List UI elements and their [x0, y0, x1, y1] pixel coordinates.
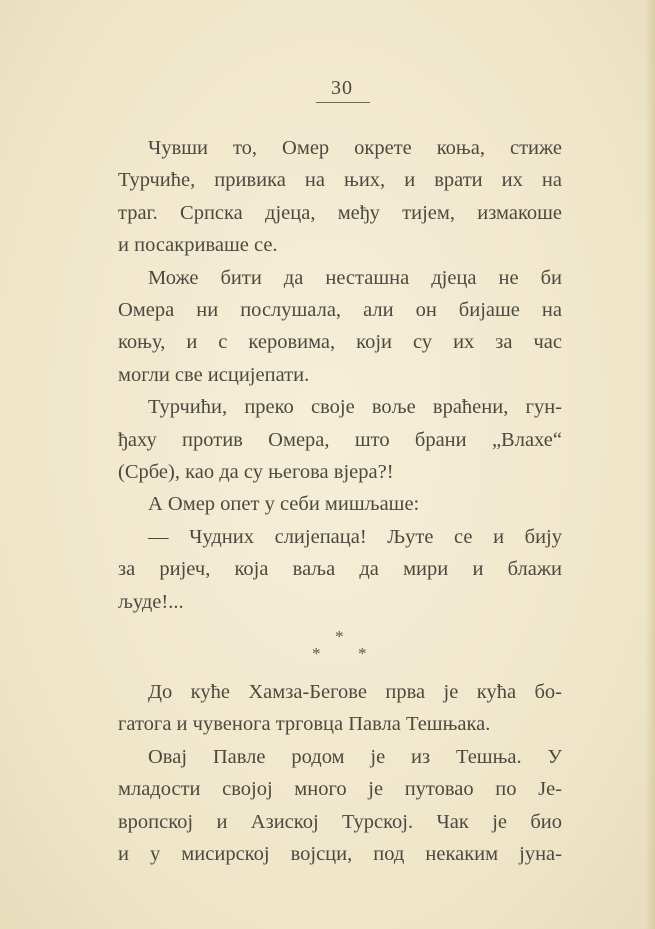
- text-line: Турчићи, преко своје воље враћени, гун-: [148, 396, 562, 419]
- text-line: могли све исцијепати.: [118, 363, 310, 386]
- text-line: вропској и Азиској Турској. Чак је био: [118, 810, 562, 833]
- text-section-1: [118, 132, 562, 618]
- text-line: Турчиће, привика на њих, и врати их на: [118, 169, 562, 192]
- section-separator-asterism: [300, 628, 380, 664]
- text-line: коњу, и с керовима, који су их за час: [118, 331, 562, 354]
- text-section-2: [118, 676, 562, 870]
- text-line: људе!...: [118, 590, 184, 613]
- text-line: Може бити да несташна дјеца не би: [148, 266, 562, 289]
- asterisk: *: [335, 627, 344, 646]
- text-line: ђаху против Омера, што брани „Влахе“: [118, 428, 562, 451]
- text-line: гатога и чувенога трговца Павла Тешњака.: [118, 713, 491, 736]
- page-edge-shadow: [645, 0, 655, 929]
- page-number-underline: [316, 102, 370, 103]
- text-line: До куће Хамза-Бегове прва је кућа бо-: [148, 681, 562, 703]
- text-line: — Чудних слијепаца! Љуте се и бију: [148, 525, 562, 548]
- text-line: и посакриваше се.: [118, 234, 278, 257]
- text-line: младости својој много је путовао по Је-: [118, 778, 562, 801]
- text-line: Чувши то, Омер окрете коња, стиже: [148, 137, 562, 159]
- asterisk: *: [312, 644, 321, 663]
- text-line: и у мисирској војсци, под некаким јуна-: [118, 843, 562, 866]
- text-line: за ријеч, која ваља да мири и блажи: [118, 558, 562, 581]
- text-line: Омера ни послушала, али он бијаше на: [118, 299, 562, 322]
- text-line: траг. Српска дјеца, међу тијем, измакоше: [118, 201, 562, 224]
- text-line: А Омер опет у себи мишљаше:: [148, 493, 420, 516]
- text-line: (Србе), као да су његова вјера?!: [118, 461, 394, 484]
- asterisk: *: [358, 644, 367, 663]
- page-number: 30: [331, 77, 353, 99]
- text-line: Овај Павле родом је из Тешња. У: [148, 745, 562, 768]
